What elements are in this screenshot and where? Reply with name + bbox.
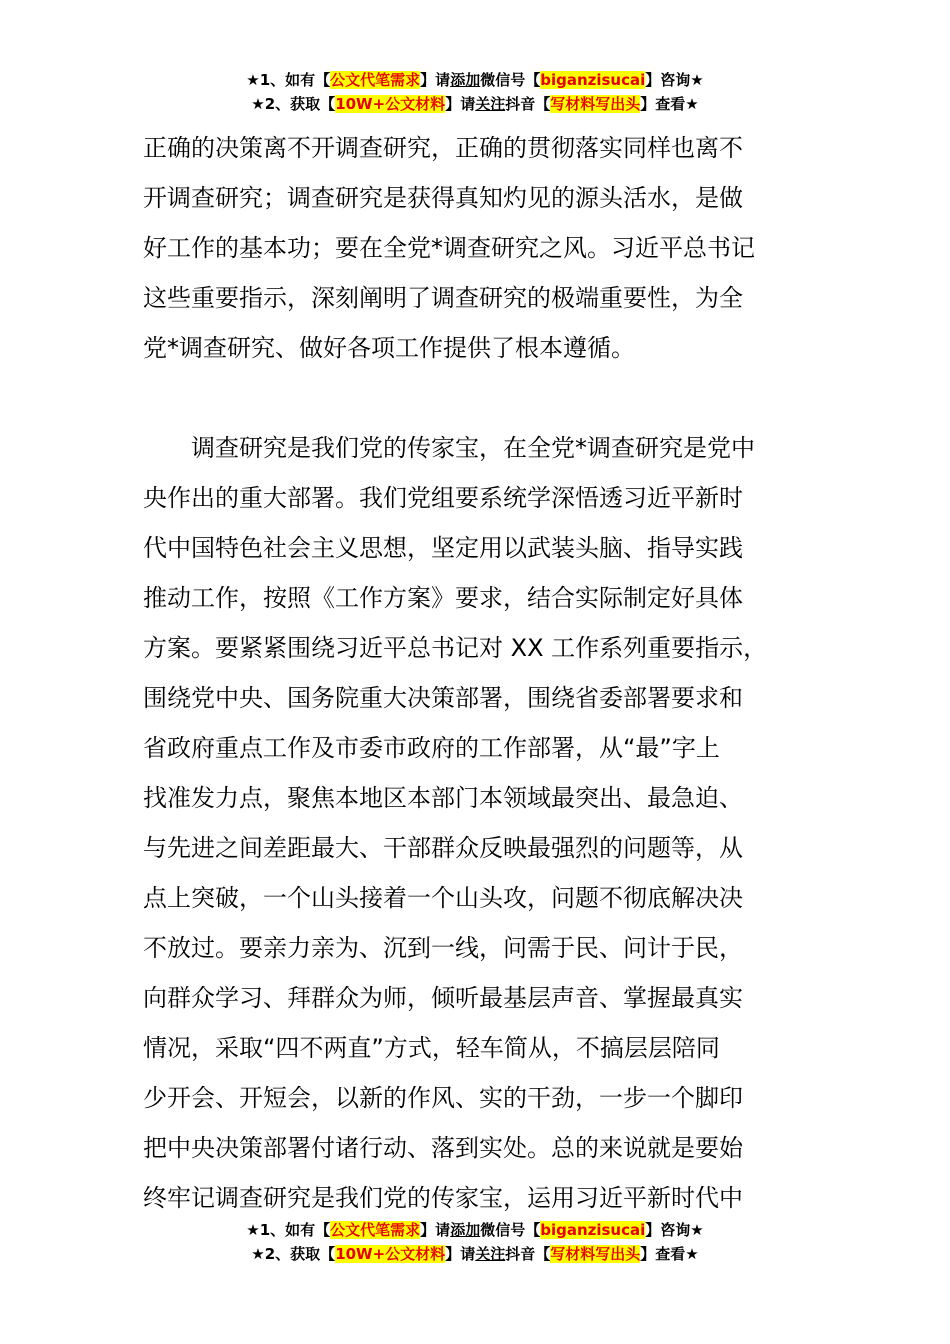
highlight-materials: 10W+公文材料 <box>335 1245 446 1263</box>
paragraph-spacer <box>143 373 813 423</box>
text-line: 少开会、开短会，以新的作风、实的干劲，一步一个脚印 <box>143 1084 743 1112</box>
document-body <box>143 123 813 1223</box>
text-line: 这些重要指示，深刻阐明了调查研究的极端重要性，为全 <box>143 284 743 312</box>
text-line: 开调查研究；调查研究是获得真知灼见的源头活水，是做 <box>143 184 743 212</box>
text-line: 把中央决策部署付诸行动、落到实处。总的来说就是要始 <box>143 1134 743 1162</box>
paragraph-2 <box>143 423 813 1223</box>
text-line: 正确的决策离不开调查研究，正确的贯彻落实同样也离不 <box>143 134 743 162</box>
highlight-wechat-id: biganzisucai <box>540 1221 646 1239</box>
highlight-service: 公文代笔需求 <box>330 71 421 89</box>
text-line: 代中国特色社会主义思想，坚定用以武装头脑、指导实践 <box>143 534 743 562</box>
footer-banner <box>0 1218 950 1266</box>
text-line: 向群众学习、拜群众为师，倾听最基层声音、掌握最真实 <box>143 984 743 1012</box>
text-line: 推动工作，按照《工作方案》要求，结合实际制定好具体 <box>143 584 743 612</box>
text-line: 找准发力点，聚焦本地区本部门本领域最突出、最急迫、 <box>143 784 743 812</box>
banner-line-2: ★2、获取【10W+公文材料】请关注抖音【写材料写出头】查看★ <box>251 95 699 113</box>
text-line: 点上突破，一个山头接着一个山头攻，问题不彻底解决决 <box>143 884 743 912</box>
text-line: 调查研究是我们党的传家宝，在全党*调查研究是党中 <box>143 434 755 462</box>
text-line: 方案。要紧紧围绕习近平总书记对 XX 工作系列重要指示， <box>143 634 768 662</box>
highlight-wechat-id: biganzisucai <box>540 71 646 89</box>
highlight-douyin: 写材料写出头 <box>550 95 641 113</box>
text-line: 终牢记调查研究是我们党的传家宝，运用习近平新时代中 <box>143 1184 743 1212</box>
banner-line-2: ★2、获取【10W+公文材料】请关注抖音【写材料写出头】查看★ <box>251 1245 699 1263</box>
header-banner <box>0 68 950 116</box>
text-line: 围绕党中央、国务院重大决策部署，围绕省委部署要求和 <box>143 684 743 712</box>
text-line: 与先进之间差距最大、干部群众反映最强烈的问题等，从 <box>143 834 743 862</box>
banner-line-1: ★1、如有【公文代笔需求】请添加微信号【biganzisucai】咨询★ <box>246 1221 704 1239</box>
text-line: 省政府重点工作及市委市政府的工作部署，从“最”字上 <box>143 734 720 762</box>
paragraph-1 <box>143 123 813 373</box>
banner-line-1: ★1、如有【公文代笔需求】请添加微信号【biganzisucai】咨询★ <box>246 71 704 89</box>
text-line: 情况，采取“四不两直”方式，轻车简从，不搞层层陪同 <box>143 1034 720 1062</box>
text-line: 央作出的重大部署。我们党组要系统学深悟透习近平新时 <box>143 484 743 512</box>
highlight-douyin: 写材料写出头 <box>550 1245 641 1263</box>
highlight-service: 公文代笔需求 <box>330 1221 421 1239</box>
text-line: 好工作的基本功；要在全党*调查研究之风。习近平总书记 <box>143 234 755 262</box>
highlight-materials: 10W+公文材料 <box>335 95 446 113</box>
text-line: 不放过。要亲力亲为、沉到一线，问需于民、问计于民， <box>143 934 743 962</box>
text-line: 党*调查研究、做好各项工作提供了根本遵循。 <box>143 334 635 362</box>
